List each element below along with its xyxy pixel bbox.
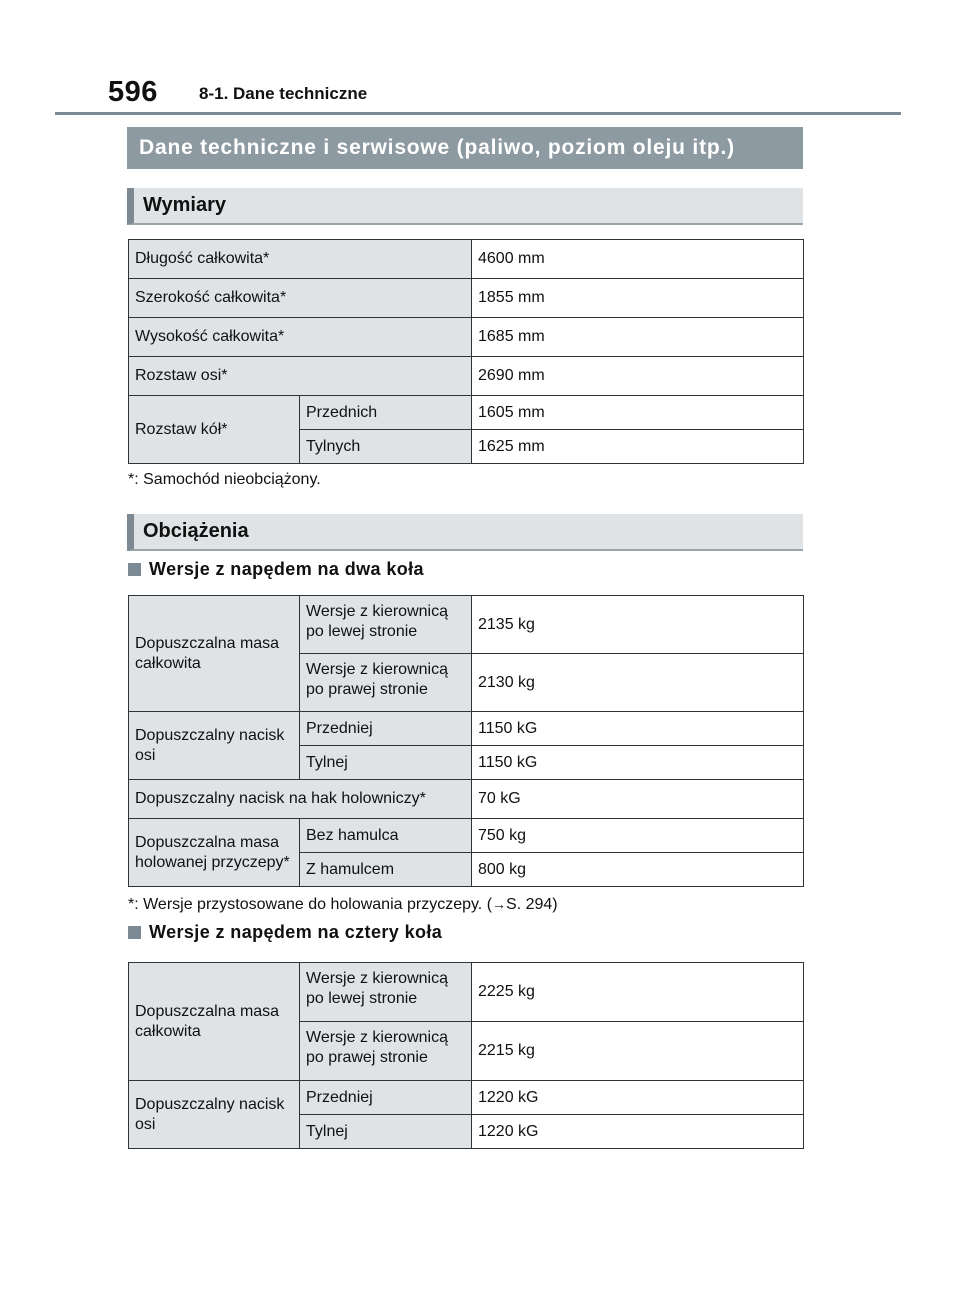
table-row — [129, 819, 804, 853]
rhd-label: Wersje z kierownicą po prawej stronie — [300, 654, 472, 712]
page-title: Dane techniczne i serwisowe (paliwo, poziom oleju itp.) — [127, 127, 803, 169]
four-wheel-heading-text: Wersje z napędem na cztery koła — [149, 922, 443, 942]
bullet-square-icon — [128, 563, 141, 576]
braked-value: 800 kg — [472, 853, 804, 887]
header-divider — [55, 112, 901, 115]
table-row — [129, 279, 804, 318]
dimensions-table — [128, 239, 804, 464]
track-label: Rozstaw kół* — [129, 396, 300, 464]
dimension-label: Wysokość całkowita* — [129, 318, 472, 357]
rhd-value: 2215 kg — [472, 1022, 804, 1081]
table-row — [129, 780, 804, 819]
hitch-load-label: Dopuszczalny nacisk na hak holowniczy* — [129, 780, 472, 819]
two-wheel-heading — [128, 559, 424, 580]
table-row — [129, 318, 804, 357]
trailer-footnote-ref[interactable]: S. 294) — [506, 896, 558, 913]
four-wheel-loads-table — [128, 962, 804, 1149]
dimension-value: 1855 mm — [472, 279, 804, 318]
page-number: 596 — [108, 76, 158, 108]
dimension-label: Szerokość całkowita* — [129, 279, 472, 318]
bullet-square-icon — [128, 926, 141, 939]
axle-load-label: Dopuszczalny nacisk osi — [129, 712, 300, 780]
lhd-value: 2135 kg — [472, 596, 804, 654]
gross-mass-label: Dopuszczalna masa całkowita — [129, 596, 300, 712]
dimension-value: 4600 mm — [472, 240, 804, 279]
section-title: 8-1. Dane techniczne — [199, 84, 368, 103]
rear-axle-label: Tylnej — [300, 746, 472, 780]
table-row — [129, 963, 804, 1022]
table-row — [129, 357, 804, 396]
track-front-value: 1605 mm — [472, 396, 804, 430]
track-rear-label: Tylnych — [300, 430, 472, 464]
table-row — [129, 240, 804, 279]
hitch-load-value: 70 kG — [472, 780, 804, 819]
front-axle-label: Przedniej — [300, 712, 472, 746]
trailer-mass-label: Dopuszczalna masa holowanej przyczepy* — [129, 819, 300, 887]
track-rear-value: 1625 mm — [472, 430, 804, 464]
table-row — [129, 396, 804, 430]
arrow-right-icon: → — [492, 896, 507, 912]
front-axle-value: 1150 kG — [472, 712, 804, 746]
rear-axle-value: 1150 kG — [472, 746, 804, 780]
front-axle-value: 1220 kG — [472, 1081, 804, 1115]
dimension-label: Długość całkowita* — [129, 240, 472, 279]
rear-axle-label: Tylnej — [300, 1115, 472, 1149]
trailer-footnote-text: *: Wersje przystosowane do holowania przyczepy. ( — [128, 896, 493, 913]
rhd-value: 2130 kg — [472, 654, 804, 712]
table-row — [129, 712, 804, 746]
axle-load-label: Dopuszczalny nacisk osi — [129, 1081, 300, 1149]
trailer-footnote — [128, 896, 558, 914]
unbraked-value: 750 kg — [472, 819, 804, 853]
two-wheel-heading-text: Wersje z napędem na dwa koła — [149, 559, 424, 579]
two-wheel-loads-table — [128, 595, 804, 887]
dimension-value: 1685 mm — [472, 318, 804, 357]
front-axle-label: Przedniej — [300, 1081, 472, 1115]
dimension-label: Rozstaw osi* — [129, 357, 472, 396]
dimensions-footnote: *: Samochód nieobciążony. — [128, 471, 321, 488]
four-wheel-heading — [128, 922, 442, 943]
lhd-label: Wersje z kierownicą po lewej stronie — [300, 596, 472, 654]
dimensions-heading: Wymiary — [127, 188, 803, 225]
table-row — [129, 596, 804, 654]
rear-axle-value: 1220 kG — [472, 1115, 804, 1149]
gross-mass-label: Dopuszczalna masa całkowita — [129, 963, 300, 1081]
lhd-value: 2225 kg — [472, 963, 804, 1022]
dimension-value: 2690 mm — [472, 357, 804, 396]
loads-heading: Obciążenia — [127, 514, 803, 551]
rhd-label: Wersje z kierownicą po prawej stronie — [300, 1022, 472, 1081]
unbraked-label: Bez hamulca — [300, 819, 472, 853]
table-row — [129, 1081, 804, 1115]
lhd-label: Wersje z kierownicą po lewej stronie — [300, 963, 472, 1022]
track-front-label: Przednich — [300, 396, 472, 430]
braked-label: Z hamulcem — [300, 853, 472, 887]
